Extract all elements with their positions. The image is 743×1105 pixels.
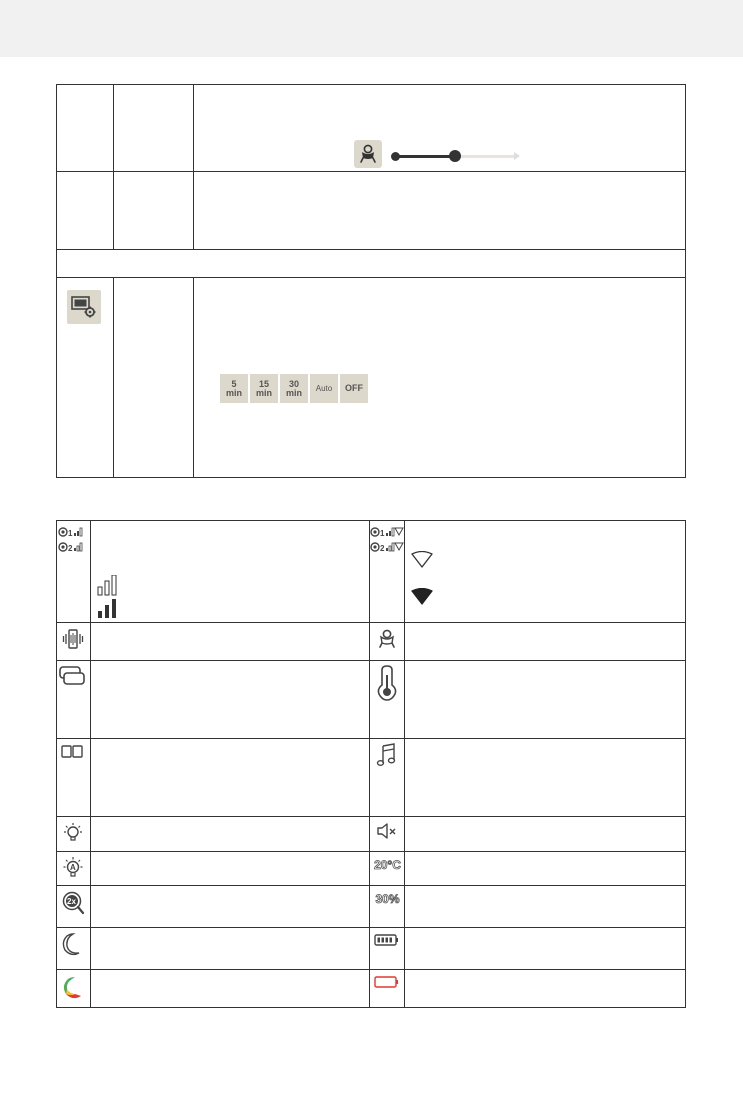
battery-empty-icon <box>374 974 400 990</box>
signal-strength-icon <box>97 575 119 619</box>
timeout-30min-button[interactable]: 30 min <box>280 374 308 403</box>
wifi-weak-icon <box>411 551 433 569</box>
timeout-off-button[interactable]: OFF <box>340 374 368 403</box>
screen-settings-icon <box>71 295 97 319</box>
slider-knob[interactable] <box>449 150 461 162</box>
legend-icon-cell <box>370 521 405 623</box>
svg-text:1: 1 <box>380 529 385 538</box>
legend-text-cell <box>405 886 686 928</box>
legend-text-cell <box>90 521 370 623</box>
settings-cell <box>57 172 114 250</box>
svg-text:A: A <box>70 863 77 872</box>
page-header-band <box>0 0 743 57</box>
legend-icon-cell <box>370 739 405 817</box>
settings-cell <box>57 85 114 172</box>
legend-text-cell <box>90 623 370 661</box>
multi-camera-icon <box>58 665 88 691</box>
legend-text-cell <box>405 970 686 1008</box>
legend-text-cell <box>90 661 370 739</box>
baby-icon <box>357 143 379 165</box>
legend-text-cell <box>90 817 370 852</box>
legend-icon-cell <box>57 928 91 970</box>
night-light-icon <box>62 821 84 845</box>
night-mode-icon <box>61 932 85 958</box>
baby-icon <box>376 627 398 651</box>
legend-icon-cell <box>57 852 91 886</box>
music-note-icon <box>376 743 398 767</box>
legend-icon-cell <box>370 928 405 970</box>
timeout-cell <box>194 278 686 478</box>
svg-text:2x: 2x <box>67 897 77 906</box>
sensitivity-slider[interactable] <box>394 150 520 162</box>
legend-icon-cell <box>57 817 91 852</box>
icon-legend-table <box>56 520 686 1008</box>
auto-light-icon <box>62 856 84 880</box>
wifi-strong-icon <box>411 588 433 606</box>
baby-sensitivity-button[interactable] <box>354 140 382 168</box>
legend-text-cell <box>90 928 370 970</box>
settings-table <box>56 84 686 478</box>
legend-icon-cell <box>57 970 91 1008</box>
legend-icon-cell <box>370 817 405 852</box>
legend-text-cell <box>405 928 686 970</box>
legend-text-cell <box>405 623 686 661</box>
timeout-auto-button[interactable]: Auto <box>310 374 338 403</box>
legend-text-cell <box>405 817 686 852</box>
timeout-5min-button[interactable]: 5 min <box>220 374 248 403</box>
split-screen-icon <box>60 743 86 761</box>
legend-icon-cell <box>370 970 405 1008</box>
settings-cell <box>194 172 686 250</box>
sensitivity-cell <box>194 85 686 172</box>
screen-timeout-options <box>220 374 368 403</box>
legend-text-cell <box>90 886 370 928</box>
speaker-mute-icon <box>376 821 398 841</box>
humidity-readout: 30% <box>375 892 400 906</box>
svg-text:1: 1 <box>68 529 73 538</box>
legend-icon-cell <box>57 661 91 739</box>
svg-text:2: 2 <box>380 544 385 553</box>
camera-signal-icon <box>57 525 89 567</box>
zoom-2x-icon <box>61 890 85 916</box>
timeout-15min-button[interactable]: 15 min <box>250 374 278 403</box>
section-row <box>57 250 686 278</box>
legend-icon-cell <box>57 623 91 661</box>
legend-icon-cell <box>370 623 405 661</box>
settings-cell <box>114 172 194 250</box>
legend-icon-cell <box>370 661 405 739</box>
legend-text-cell <box>90 970 370 1008</box>
camera-signal-wifi-icon <box>370 525 404 567</box>
legend-icon-cell <box>57 886 91 928</box>
legend-icon-cell <box>370 886 405 928</box>
screen-settings-button[interactable] <box>67 290 101 324</box>
battery-full-icon <box>374 932 400 948</box>
legend-text-cell <box>405 739 686 817</box>
legend-icon-cell <box>57 739 91 817</box>
legend-icon-cell <box>57 521 91 623</box>
legend-text-cell <box>90 852 370 886</box>
svg-text:2: 2 <box>68 544 73 553</box>
legend-text-cell <box>405 521 686 623</box>
legend-icon-cell <box>370 852 405 886</box>
legend-text-cell <box>405 852 686 886</box>
vibration-icon <box>62 627 84 651</box>
settings-cell <box>114 278 194 478</box>
legend-text-cell <box>405 661 686 739</box>
settings-cell <box>114 85 194 172</box>
color-light-icon <box>61 974 85 1002</box>
legend-text-cell <box>90 739 370 817</box>
screen-settings-cell <box>57 278 114 478</box>
thermometer-icon <box>375 665 399 701</box>
temperature-readout: 20°C <box>374 858 401 872</box>
